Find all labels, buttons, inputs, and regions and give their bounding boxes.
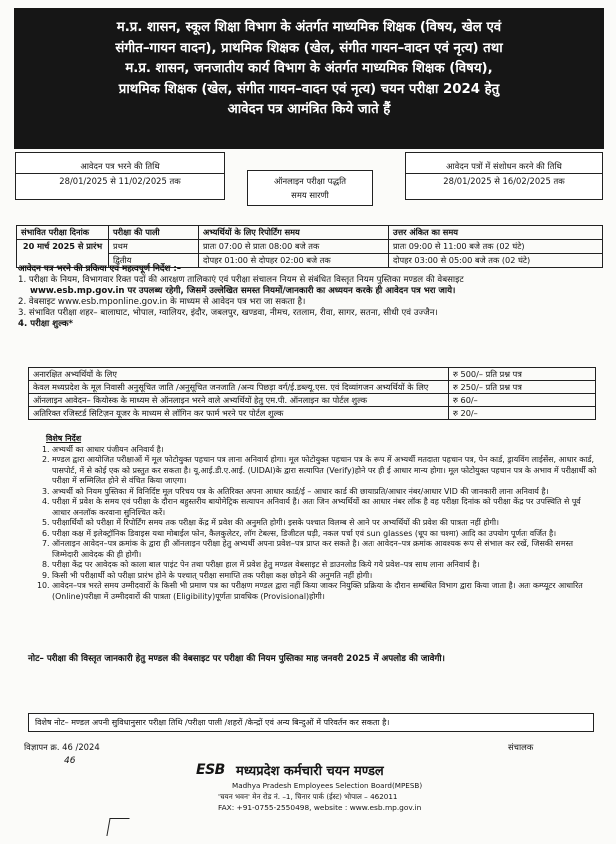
table-cell: दोपहर 03:00 से 05:00 बजे तक (02 घंटे) xyxy=(389,254,603,268)
process-title: आवेदन पत्र भरने की प्रकिया एवं महत्वपूर्ण निर्देश :– xyxy=(18,264,182,274)
page-header xyxy=(14,8,604,149)
special-instructions xyxy=(30,434,600,602)
table-header-row xyxy=(17,226,603,240)
advertisement-handwritten: 46 xyxy=(64,756,76,766)
org-contact: FAX: +91-0755-2550498, website : www.esb.mp.gov.in xyxy=(218,803,422,812)
correction-date-label: आवेदन पत्रों में संशोधन करने की तिथि xyxy=(406,159,602,174)
org-address: 'चयन भवन' मेन रोड नं. –1, चिनार पार्क (ईस्ट) भोपाल – 462011 xyxy=(218,792,398,801)
fee-category: ऑनलाइन आवेदन– कियोस्क के माध्यम से ऑनलाइन भरने वाले अभ्यर्थियों हेतु एम.पी. ऑनलाइन का पोर्टल शुल्क xyxy=(29,394,449,407)
list-item: 7. ऑनलाइन आवेदन–पत्र क्रमांक के द्वारा ही ऑनलाइन परीक्षा हेतु अभ्यर्थी अपना प्रवेश–पत्र प्राप्त कर सकते है। अतः आवेदन–पत्र क्रमांक आवश्यक रूप से संभाल कर रखें, जिसकी समस्त जिम्मेदारी आवेदक की ही होगी। xyxy=(52,539,600,560)
apply-date-label: आवेदन पत्र भरने की तिथि xyxy=(16,159,224,174)
fee-amount: रु 250/– प्रति प्रश्न पत्र xyxy=(449,381,596,394)
list-item: 2. मण्डल द्वारा आयोजित परीक्षाओं में मूल फोटोयुक्त पहचान पत्र लाना अनिवार्य होगा। मूल फोटोयुक्त पहचान पत्र के रूप में अभ्यर्थी मतदाता पहचान पत्र, पेन कार्ड, ड्रायविंग लाईसेंस, आधार कार्ड, पासपोर्ट, में से कोई एक को प्रस्तुत कर सकता है। यू.आई.डी.ए.आई. (UIDAI)के द्वारा सत्यापित (Verify)होने पर ही ई आधार मान्य होगा। मूल फोटोयुक्त पहचान पत्र के अभाव में परीक्षार्थी को परीक्षा में सम्मिलित होने से वंचित किया जाएगा। xyxy=(52,455,600,487)
apply-date-value: 28/01/2025 से 11/02/2025 तक xyxy=(59,176,181,186)
correction-date-box xyxy=(405,152,603,200)
schedule-table xyxy=(16,225,603,268)
table-header: संभावित परीक्षा दिनांक xyxy=(17,226,109,240)
instructions-list xyxy=(42,445,600,603)
list-item: 1. अभ्यर्थी का आधार पंजीयन अनिवार्य है। xyxy=(52,445,600,456)
process-item: www.esb.mp.gov.in पर उपलब्ध रहेगी, जिसमें उल्लेखित समस्त नियमों/जानकारी का अध्ययन करके ही आवेदन पत्र भरा जाये। xyxy=(30,286,456,296)
note-text: नोट– परीक्षा की विस्तृत जानकारी हेतु मण्डल की वेबसाइट पर परीक्षा की नियम पुस्तिका माह जनवरी 2025 में अपलोड की जावेगी। xyxy=(28,654,445,664)
fee-amount: रु 60/– xyxy=(449,394,596,407)
process-item: 4. परीक्षा शुल्क* xyxy=(18,319,74,329)
process-item: 1. परीक्षा के नियम, विभागवार रिक्त पदों की आरक्षण तालिकाएं एवं परीक्षा संचालन नियम से संबंधित विस्तृत नियम पुस्तिका मण्डल की वेबसाइट xyxy=(18,275,464,285)
fee-amount: रु 20/– xyxy=(449,407,596,420)
fees-table xyxy=(28,367,596,420)
table-row xyxy=(29,381,596,394)
table-row xyxy=(29,407,596,420)
list-item: 6. परीक्षा कक्ष में इलेक्ट्रॉनिक डिवाइस यथा मोबाईल फोन, कैलकुलेटर, लॉग टेबल्स, डिजीटल घड़ी, नकल पर्चा एवं sun glasses (धूप का चश्मा) आदि का उपयोग पूर्णतः वर्जित है। xyxy=(52,529,600,540)
apply-date-box xyxy=(15,152,225,200)
fee-amount: रु 500/– प्रति प्रश्न पत्र xyxy=(449,368,596,381)
table-cell: प्रातः 09:00 से 11:00 बजे तक (02 घंटे) xyxy=(389,240,603,254)
list-item: 10. आवेदन–पत्र भरते समय उम्मीदवारों के किसी भी प्रमाण पत्र का परीक्षण मण्डल द्वारा नहीं किया जाकर नियुक्ति प्रक्रिया के दौरान सम्बंधित विभाग द्वारा किया जाता है। अतः कम्प्यूटर आधारित (Online)परीक्षा में उम्मीदवारों की पात्रता (Eligibility)पूर्णतः प्रावधिक (Provisional)होगी। xyxy=(52,581,600,602)
exam-mode-label: ऑनलाइन परीक्षा पद्धति xyxy=(273,176,347,186)
fee-category: केवल मध्यप्रदेश के मूल निवासी अनुसूचित जाति /अनुसूचित जनजाति /अन्य पिछड़ा वर्ग/ई.डब्ल्यू.एस. एवं दिव्यांगजन अभ्यर्थियों के लिए xyxy=(29,381,449,394)
table-cell: प्रातः 07:00 से प्रातः 08:00 बजे तक xyxy=(199,240,389,254)
table-header: उत्तर अंकित का समय xyxy=(389,226,603,240)
process-item: 2. वेबसाइट www.esb.mponline.gov.in के माध्यम से आवेदन पत्र भरा जा सकता है। xyxy=(18,297,306,307)
list-item: 9. किसी भी परीक्षार्थी को परीक्षा प्रारंभ होने के पश्चात् परीक्षा समाप्ति तक परीक्षा कक्ष छोड़ने की अनुमति नहीं होगी। xyxy=(52,571,600,582)
header-line: संगीत–गायन वादन), प्राथमिक शिक्षक (खेल, संगीत गायन–वादन एवं नृत्य) तथा xyxy=(115,40,503,56)
exam-mode-box xyxy=(247,170,373,206)
header-line: म.प्र. शासन, स्कूल शिक्षा विभाग के अंतर्गत माध्यमिक शिक्षक (विषय, खेल एवं xyxy=(116,20,502,35)
special-note: विशेष नोट– मण्डल अपनी सुविधानुसार परीक्षा तिथि /परीक्षा पाली /शहरों /केन्द्रों एवं अन्य बिन्दुओं में परिवर्तन कर सकता है। xyxy=(28,713,594,732)
esb-logo: ESB xyxy=(196,762,225,778)
list-item: 4. परीक्षा में प्रवेश के समय एवं परीक्षा के दौरान बहुस्तरीय बायोमेट्रिक सत्यापन अनिवार्य है। अतः जिन अभ्यर्थियों का आधार नंबर लॉक है वह परीक्षा दिनांक को परीक्षा केंद्र पर उपस्थिति से पूर्व आधार अनलॉक करवाना सुनिश्चित करें। xyxy=(52,497,600,518)
table-header: परीक्षा की पाली xyxy=(109,226,199,240)
correction-date-value: 28/01/2025 से 16/02/2025 तक xyxy=(443,176,565,186)
process-item: 3. संभावित परीक्षा शहर– बालाघाट, भोपाल, ग्वालियर, इंदौर, जबलपुर, खण्डवा, नीमच, रतलाम, रीवा, सागर, सतना, सीधी एवं उज्जैन। xyxy=(18,308,438,318)
handwritten-mark xyxy=(106,818,129,836)
list-item: 3. अभ्यर्थी को नियम पुस्तिका में विनिर्दिष्ट मूल परिचय पत्र के अतिरिक्त अपना आधार कार्ड/ई – आधार कार्ड की छायाप्रति/आधार नंबर/आधार VID की जानकारी लाना अनिवार्य है। xyxy=(52,487,600,498)
table-row xyxy=(29,394,596,407)
process-section xyxy=(18,264,598,330)
header-line: प्राथमिक शिक्षक (खेल, संगीत गायन–वादन एवं नृत्य) चयन परीक्षा 2024 हेतु xyxy=(118,81,500,97)
list-item: 8. परीक्षा केंद्र पर आवेदक को काला बाल पाइंट पेन तथा परीक्षा हाल में प्रवेश हेतु मण्डल वेबसाइट से डाउनलोड किये गये प्रवेश–पत्र साथ लाना अनिवार्य है। xyxy=(52,560,600,571)
list-item: 5. परीक्षार्थियों को परीक्षा में रिपोर्टिंग समय तक परीक्षा केंद्र में प्रवेश की अनुमति होगी। इसके पश्चात विलम्ब से आने पर अभ्यर्थियों की प्रवेश की पात्रता नहीं होगी। xyxy=(52,518,600,529)
fee-category: अतिरिक्त रजिस्टर्ड सिटिज़न यूजर के माध्यम से लॉगिन कर फार्म भरने पर पोर्टल शुल्क xyxy=(29,407,449,420)
table-header: अभ्यर्थियों के लिए रिपोर्टिंग समय xyxy=(199,226,389,240)
advertisement-number: विज्ञापन क्र. 46 /2024 xyxy=(24,742,100,752)
exam-mode-value: समय सारणी xyxy=(291,190,329,200)
table-row xyxy=(29,368,596,381)
exam-date: 20 मार्च 2025 से प्रारंभ xyxy=(17,240,109,268)
header-line: आवेदन पत्र आमंत्रित किये जाते हैं xyxy=(227,102,391,117)
table-cell: प्रथम xyxy=(109,240,199,254)
table-cell: दोपहर 01:00 से दोपहर 02:00 बजे तक xyxy=(199,254,389,268)
header-line: म.प्र. शासन, जनजातीय कार्य विभाग के अंतर्गत माध्यमिक शिक्षक (विषय), xyxy=(125,61,493,76)
director-signature-label: संचालक xyxy=(508,742,534,752)
org-name-hindi: मध्यप्रदेश कर्मचारी चयन मण्डल xyxy=(236,764,384,779)
table-cell: द्वितीय xyxy=(109,254,199,268)
instructions-title: विशेष निर्देश xyxy=(46,434,82,443)
fee-category: अनारक्षित अभ्यर्थियों के लिए xyxy=(29,368,449,381)
table-row xyxy=(17,240,603,254)
org-name-english: Madhya Pradesh Employees Selection Board(MPESB) xyxy=(232,781,423,790)
